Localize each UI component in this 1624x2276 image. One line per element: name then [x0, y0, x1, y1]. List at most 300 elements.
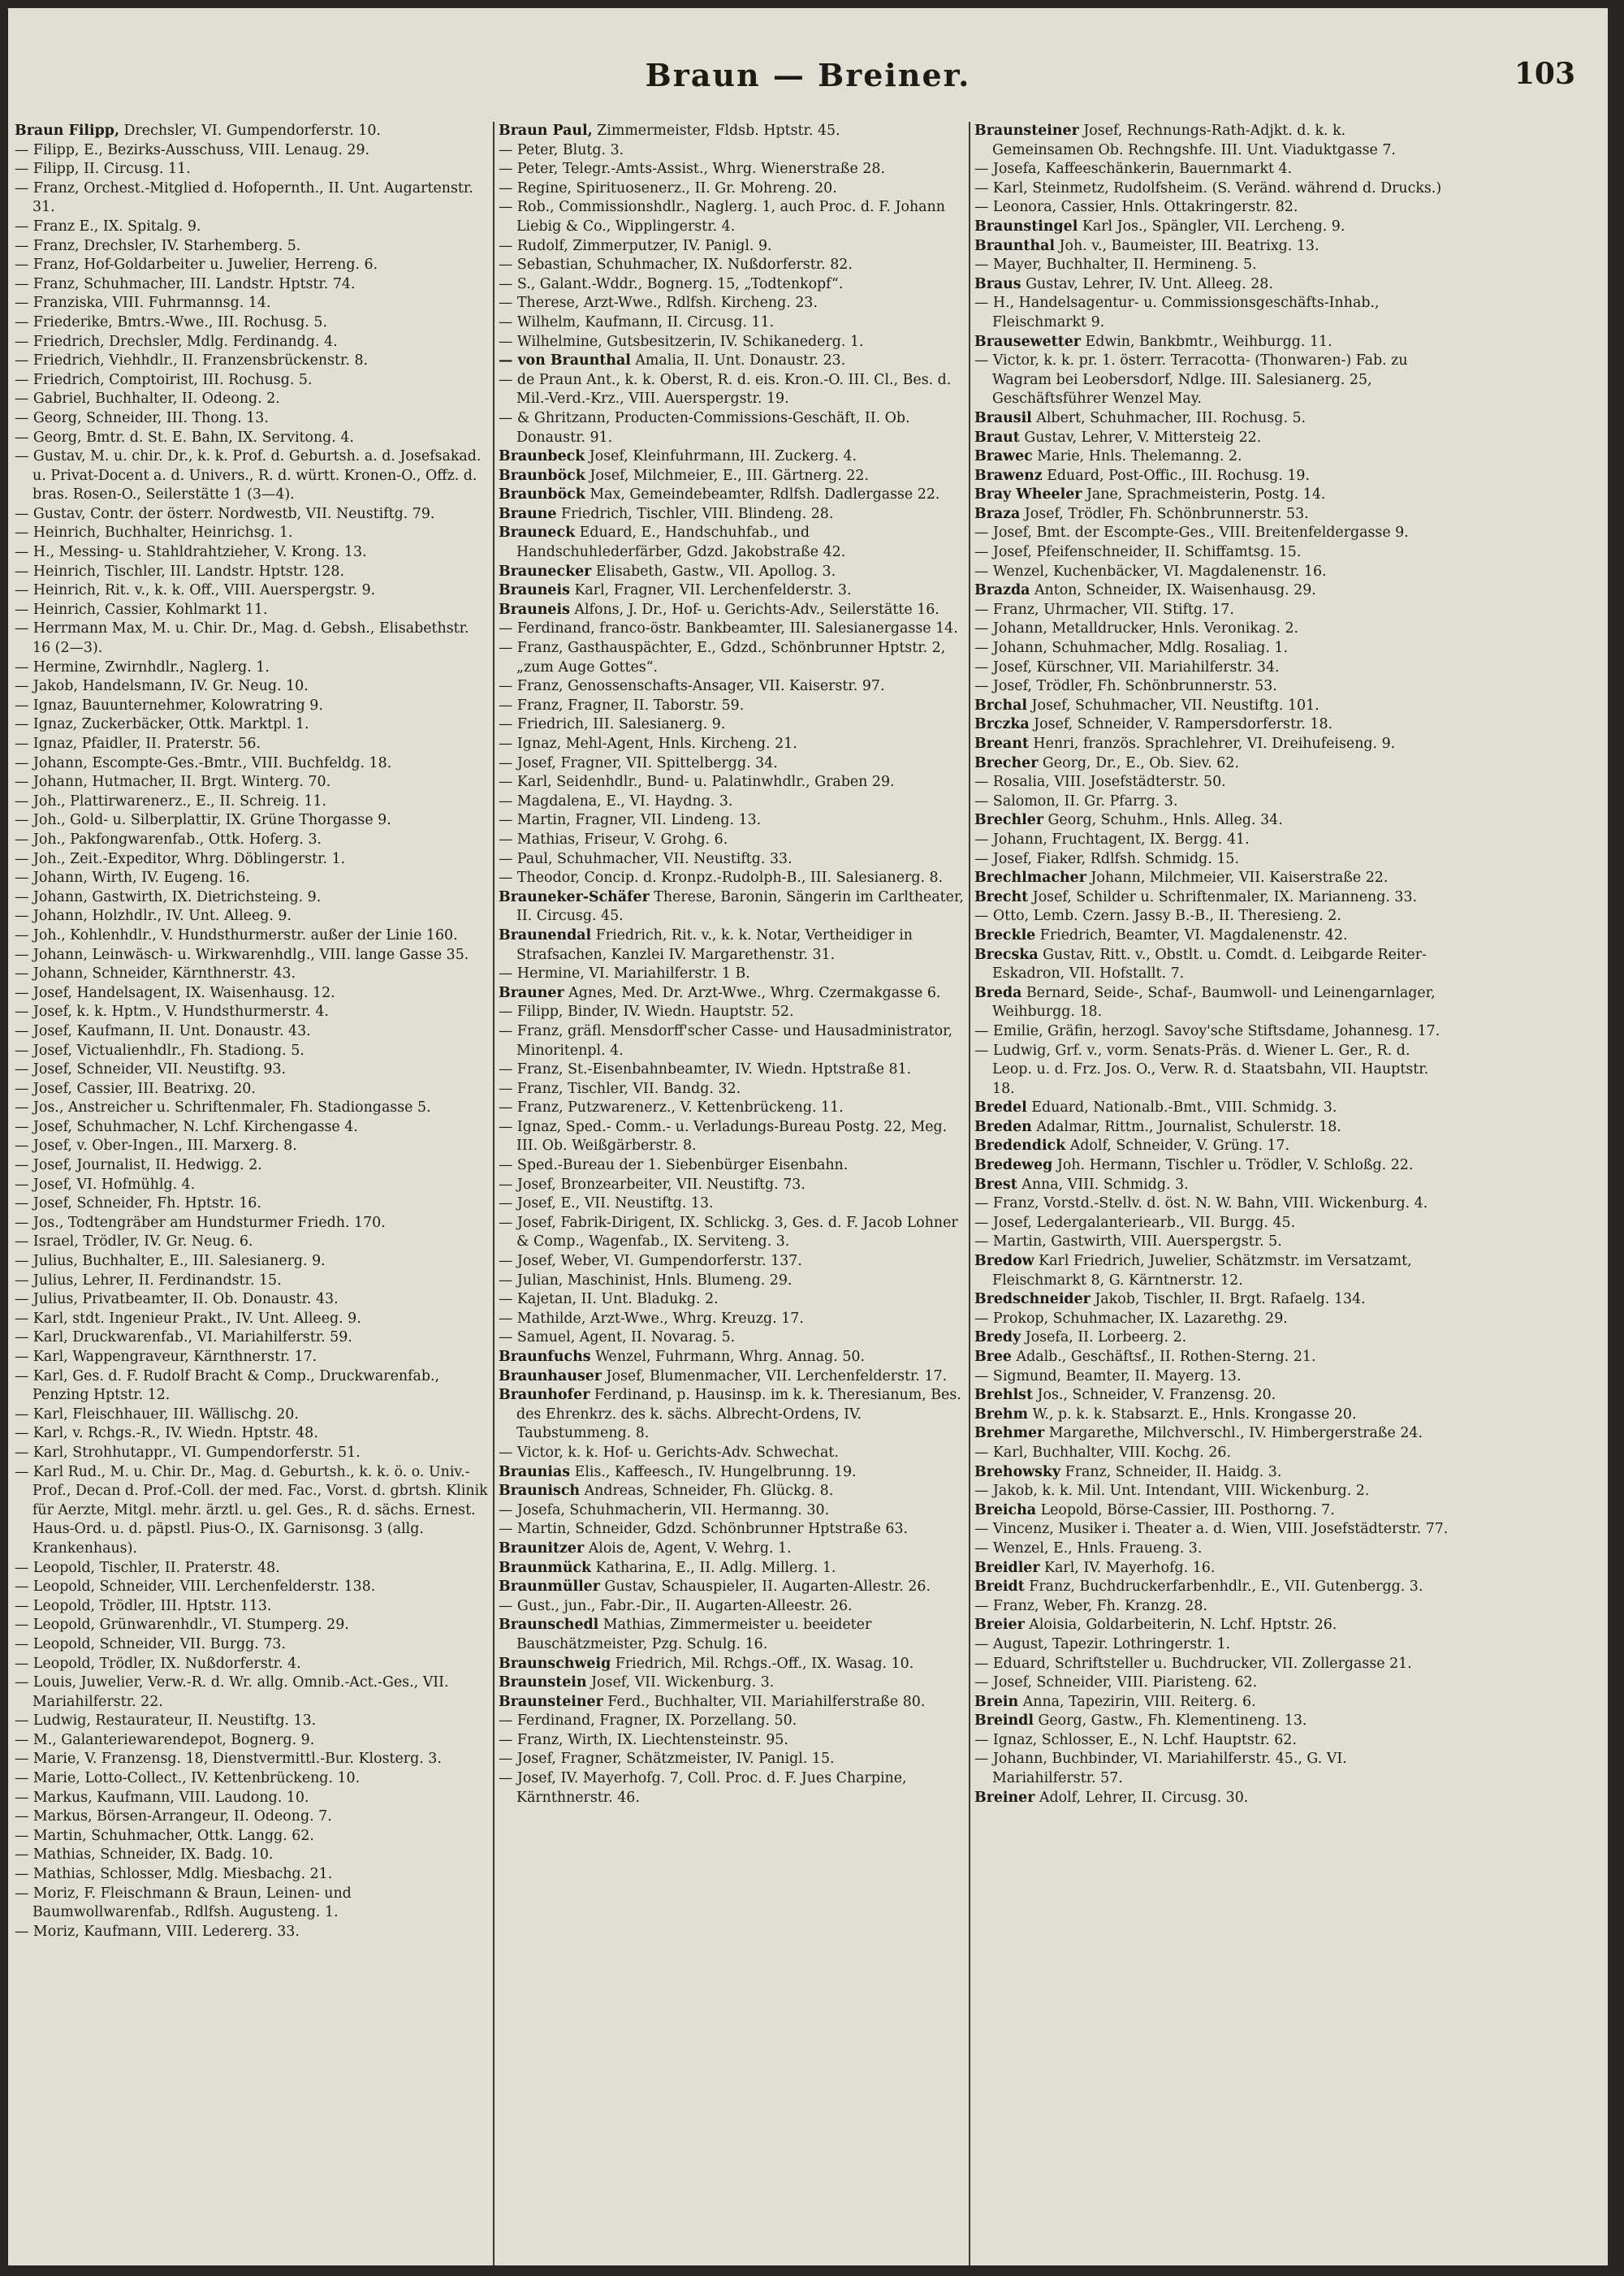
directory-entry — [499, 850, 965, 870]
entry-surname: Bree — [974, 1349, 1012, 1365]
entry-surname: Braun Paul, — [499, 123, 593, 139]
directory-entry — [15, 1424, 490, 1444]
entry-details: — Hermine, Zwirnhdlr., Naglerg. 1. — [15, 659, 270, 676]
entry-details: Josef, Schilder u. Schriftenmaler, IX. Marianneng. 33. — [1028, 888, 1418, 905]
directory-entry — [15, 1176, 490, 1195]
directory-entry — [15, 907, 490, 926]
entry-details: — Georg, Schneider, III. Thong. 13. — [15, 409, 269, 426]
entry-details: — Josef, Journalist, II. Hedwigg. 2. — [15, 1157, 262, 1174]
entry-details: — Karl, Seidenhdlr., Bund- u. Palatinwhdlr., Graben 29. — [499, 774, 895, 791]
entry-details: Jos., Schneider, V. Franzensg. 20. — [1033, 1387, 1276, 1404]
directory-entry — [974, 467, 1450, 486]
entry-details: — Ignaz, Sped.- Comm.- u. Verladungs-Bureau Postg. 22, Meg. III. Ob. Weißgärberstr. 8. — [499, 1118, 948, 1155]
entry-details: — Emilie, Gräfin, herzogl. Savoy'sche Stiftsdame, Johannesg. 17. — [974, 1022, 1440, 1039]
entry-details: — Johann, Gastwirth, IX. Dietrichsteing. 9. — [15, 888, 322, 905]
directory-entry — [499, 1520, 965, 1540]
directory-entry — [974, 1463, 1450, 1483]
directory-entry — [974, 1578, 1450, 1597]
entry-surname: Braunstingel — [974, 218, 1078, 235]
directory-entry — [974, 1406, 1450, 1425]
directory-entry — [15, 1731, 490, 1751]
directory-entry — [499, 371, 965, 409]
entry-details: Bernard, Seide-, Schaf-, Baumwoll- und Leinengarnlager, Weihburgg. 18. — [992, 984, 1436, 1021]
directory-entry — [974, 1367, 1450, 1387]
directory-entry — [15, 888, 490, 908]
directory-entry — [974, 831, 1450, 850]
directory-entry — [15, 179, 490, 218]
entry-details: Therese, Baronin, Sängerin im Carltheater, II. Circusg. 45. — [516, 888, 964, 925]
directory-entry — [15, 141, 490, 161]
entry-surname: Braunmüller — [499, 1579, 600, 1596]
entry-details: Gustav, Ritt. v., Obstlt. u. Comdt. d. Leibgarde Reiter-Eskadron, VII. Hofstallt. 7. — [992, 946, 1427, 983]
directory-entry — [15, 1272, 490, 1291]
entry-details: Alois de, Agent, V. Wehrg. 1. — [584, 1540, 792, 1557]
entry-surname: Bredendick — [974, 1138, 1066, 1155]
page-title: Braun — Breiner. — [645, 57, 971, 93]
directory-entry — [15, 1406, 490, 1425]
entry-details: Zimmermeister, Fldsb. Hptstr. 45. — [592, 123, 840, 139]
entry-details: Josefa, II. Lorbeerg. 2. — [1021, 1329, 1187, 1346]
directory-entry — [15, 984, 490, 1004]
directory-entry — [499, 1731, 965, 1751]
entry-surname: Braunbeck — [499, 448, 585, 465]
directory-entry — [15, 1310, 490, 1329]
entry-details: — Martin, Gastwirth, VIII. Auerspergstr. 5. — [974, 1233, 1282, 1250]
entry-details: — Julius, Lehrer, II. Ferdinandstr. 15. — [15, 1272, 282, 1289]
entry-details: — Karl, Strohhutappr., VI. Gumpendorferstr. 51. — [15, 1444, 361, 1461]
directory-entry — [499, 1616, 965, 1654]
entry-details: — Johann, Buchbinder, VI. Mariahilferstr. 45., G. VI. Mariahilferstr. 57. — [974, 1751, 1347, 1787]
entry-details: — Filipp, Binder, IV. Wiedn. Hauptstr. 52. — [499, 1004, 794, 1021]
directory-entry — [15, 505, 490, 525]
entry-surname: Bredeweg — [974, 1157, 1053, 1174]
entry-details: — Jos., Anstreicher u. Schriftenmaler, Fh. Stadiongasse 5. — [15, 1099, 431, 1116]
directory-entry — [499, 1003, 965, 1022]
directory-entry — [499, 869, 965, 888]
entry-details: Josef, Blumenmacher, VII. Lerchenfelderstr. 17. — [602, 1367, 948, 1384]
entry-details: — Josef, Schuhmacher, N. Lchf. Kirchengasse 4. — [15, 1118, 358, 1135]
directory-entry — [974, 907, 1450, 926]
entry-details: — Otto, Lemb. Czern. Jassy B.-B., II. Theresieng. 2. — [974, 908, 1341, 925]
entry-details: — Leopold, Schneider, VIII. Lerchenfelderstr. 138. — [15, 1579, 376, 1596]
directory-entry — [15, 1655, 490, 1674]
entry-details: Albert, Schuhmacher, III. Rochusg. 5. — [1031, 409, 1307, 426]
entry-surname: Brausewetter — [974, 333, 1081, 350]
directory-entry — [974, 773, 1450, 792]
directory-entry — [15, 1827, 490, 1846]
entry-surname: Braus — [974, 275, 1021, 292]
entry-surname: Brehm — [974, 1406, 1028, 1423]
entry-details: — Mathias, Schneider, IX. Badg. 10. — [15, 1846, 274, 1864]
entry-details: — Mathias, Friseur, V. Grohg. 6. — [499, 831, 728, 848]
directory-entry — [974, 1252, 1450, 1290]
directory-entry — [15, 754, 490, 774]
directory-entry — [499, 1060, 965, 1080]
directory-entry — [499, 1674, 965, 1693]
directory-entry — [499, 888, 965, 926]
entry-surname: Braune — [499, 505, 557, 522]
directory-entry — [974, 1789, 1450, 1808]
directory-entry — [974, 1635, 1450, 1655]
directory-entry — [15, 581, 490, 601]
directory-entry — [499, 237, 965, 257]
entry-details: Elisabeth, Gastw., VII. Apollog. 3. — [591, 563, 836, 580]
entry-surname: Brauneck — [499, 525, 576, 542]
entry-details: Gustav, Schauspieler, II. Augarten-Allestr. 26. — [599, 1579, 931, 1596]
entry-details: — Jakob, Handelsmann, IV. Gr. Neug. 10. — [15, 678, 309, 695]
directory-entry — [15, 218, 490, 237]
entry-details: — Karl, Buchhalter, VIII. Kochg. 26. — [974, 1444, 1232, 1461]
entry-surname: Brchal — [974, 697, 1027, 714]
directory-entry — [15, 1003, 490, 1022]
entry-details: — Josef, Victualienhdlr., Fh. Stadiong. 5. — [15, 1042, 304, 1059]
entry-details: Katharina, E., II. Adlg. Millerg. 1. — [591, 1559, 836, 1576]
entry-details: — Karl, Ges. d. F. Rudolf Bracht & Comp., Druckwarenfab., Penzing Hptstr. 12. — [15, 1367, 440, 1404]
directory-entry — [974, 620, 1450, 639]
column-divider — [969, 122, 970, 2265]
directory-entry — [499, 620, 965, 639]
entry-details: — August, Tapezir. Lothringerstr. 1. — [974, 1635, 1231, 1652]
entry-surname: Breidler — [974, 1559, 1040, 1576]
entry-details: — Prokop, Schuhmacher, IX. Lazarethg. 29. — [974, 1310, 1288, 1327]
entry-details: — Julian, Maschinist, Hnls. Blumeng. 29. — [499, 1272, 793, 1289]
directory-entry — [499, 754, 965, 774]
entry-details: — Heinrich, Buchhalter, Heinrichsg. 1. — [15, 525, 293, 542]
entry-details: Andreas, Schneider, Fh. Glückg. 8. — [580, 1483, 834, 1500]
directory-entry — [974, 409, 1450, 429]
entry-details: — Karl, Fleischhauer, III. Wällischg. 20. — [15, 1406, 299, 1423]
entry-details: — Georg, Bmtr. d. St. E. Bahn, IX. Servitong. 4. — [15, 429, 354, 446]
directory-entry — [974, 1328, 1450, 1348]
directory-entry — [974, 1712, 1450, 1731]
entry-details: — Mayer, Buchhalter, II. Hermineng. 5. — [974, 257, 1257, 274]
directory-entry — [15, 352, 490, 371]
directory-entry — [974, 639, 1450, 659]
entry-surname: — von Braunthal — [499, 352, 631, 369]
entry-surname: Brecht — [974, 888, 1029, 905]
entry-details: — Josef, Pfeifenschneider, II. Schiffamtsg. 15. — [974, 544, 1302, 561]
entry-details: — Martin, Schneider, Gdzd. Schönbrunner Hptstraße 63. — [499, 1521, 909, 1538]
directory-entry — [499, 1328, 965, 1348]
entry-details: Friedrich, Rit. v., k. k. Notar, Vertheidiger in Strafsachen, Kanzlei IV. Margarethenstr. 31. — [516, 926, 914, 963]
directory-entry — [499, 677, 965, 697]
directory-entry — [974, 122, 1450, 160]
entry-details: — Regine, Spirituosenerz., II. Gr. Mohreng. 20. — [499, 179, 837, 197]
entry-details: — Leopold, Trödler, IX. Nußdorferstr. 4. — [15, 1655, 301, 1672]
entry-details: — Joh., Kohlenhdlr., V. Hundsthurmerstr. außer der Linie 160. — [15, 926, 458, 944]
entry-surname: Braunisch — [499, 1483, 581, 1500]
entry-details: — Josefa, Schuhmacherin, VII. Hermanng. 30. — [499, 1501, 830, 1518]
entry-details: W., p. k. k. Stabsarzt. E., Hnls. Krongasse 20. — [1027, 1406, 1357, 1423]
directory-entry — [499, 256, 965, 275]
directory-entry — [974, 1655, 1450, 1674]
entry-details: Adalb., Geschäftsf., II. Rothen-Sterng. 21. — [1012, 1349, 1316, 1365]
directory-entry — [499, 965, 965, 984]
entry-details: Marie, Hnls. Thelemanng. 2. — [1032, 448, 1242, 465]
entry-details: — Friedrich, Comptoirist, III. Rochusg. 5. — [15, 371, 313, 388]
entry-details: Jakob, Tischler, II. Brgt. Rafaelg. 134. — [1090, 1291, 1366, 1308]
directory-entry — [974, 352, 1450, 409]
entry-details: Eduard, Nationalb.-Bmt., VIII. Schmidg. 3. — [1026, 1099, 1337, 1116]
directory-entry — [974, 333, 1450, 352]
directory-entry — [15, 677, 490, 697]
entry-details: Anton, Schneider, IX. Waisenhausg. 29. — [1030, 582, 1316, 599]
directory-entry — [974, 1674, 1450, 1693]
entry-details: — Heinrich, Cassier, Kohlmarkt 11. — [15, 601, 268, 618]
directory-entry — [499, 1194, 965, 1214]
directory-entry — [499, 1118, 965, 1156]
entry-details: Ferdinand, p. Hausinsp. im k. k. Theresianum, Bes. des Ehrenkrz. des k. sächs. Albrecht-Ordens, IV. Taubstummeng. 8. — [516, 1387, 961, 1442]
directory-entry — [15, 1233, 490, 1252]
entry-surname: Braunthal — [974, 237, 1055, 254]
directory-entry — [499, 1099, 965, 1118]
entry-details: — Karl, v. Rchgs.-R., IV. Wiedn. Hptstr. 48. — [15, 1425, 318, 1442]
directory-entry — [974, 1424, 1450, 1444]
entry-details: — Josef, Fiaker, Rdlfsh. Schmidg. 15. — [974, 850, 1240, 867]
entry-surname: Breiner — [974, 1789, 1035, 1806]
directory-entry — [15, 237, 490, 257]
entry-details: — Leopold, Grünwarenhdlr., VI. Stumperg. 29. — [15, 1617, 349, 1634]
entry-details: Drechsler, VI. Gumpendorferstr. 10. — [119, 123, 381, 139]
entry-details: Josef, Schneider, V. Rampersdorferstr. 18. — [1029, 716, 1333, 733]
entry-details: — Heinrich, Rit. v., k. k. Off., VIII. Auerspergstr. 9. — [15, 582, 376, 599]
directory-entry — [15, 313, 490, 333]
entry-details: Karl Jos., Spängler, VII. Lercheng. 9. — [1078, 218, 1345, 235]
entry-details: — Josef, Schneider, VII. Neustiftg. 93. — [15, 1061, 287, 1078]
entry-details: — Gust., jun., Fabr.-Dir., II. Augarten-Alleestr. 26. — [499, 1597, 853, 1614]
directory-entry — [15, 1559, 490, 1579]
entry-details: Ferd., Buchhalter, VII. Mariahilferstraße 80. — [603, 1693, 926, 1710]
directory-entry — [15, 1328, 490, 1348]
directory-entry — [974, 1750, 1450, 1788]
directory-entry — [15, 1846, 490, 1865]
directory-entry — [15, 1750, 490, 1769]
directory-entry — [15, 1463, 490, 1559]
entry-details: — Leopold, Schneider, VII. Burgg. 73. — [15, 1635, 286, 1652]
entry-details: — Rob., Commissionshdlr., Naglerg. 1, auch Proc. d. F. Johann Liebig & Co., Wipplingerstr. 4. — [499, 199, 945, 235]
entry-details: — Herrmann Max, M. u. Chir. Dr., Mag. d. Gebsh., Elisabethstr. 16 (2—3). — [15, 620, 469, 657]
entry-details: — Johann, Escompte-Ges.-Bmtr., VIII. Buchfeldg. 18. — [15, 754, 392, 771]
entry-details: — Franz, Schuhmacher, III. Landstr. Hptstr. 74. — [15, 275, 356, 292]
directory-entry — [974, 659, 1450, 678]
entry-details: Amalia, II. Unt. Donaustr. 23. — [630, 352, 846, 369]
directory-entry — [974, 1156, 1450, 1176]
entry-details: — Josef, k. k. Hptm., V. Hundsthurmerstr. 4. — [15, 1004, 329, 1021]
directory-entry — [499, 1655, 965, 1674]
entry-surname: Bredy — [974, 1329, 1021, 1346]
directory-entry — [974, 1559, 1450, 1579]
entry-surname: Brein — [974, 1693, 1019, 1710]
entry-details: Anna, Tapezirin, VIII. Reiterg. 6. — [1018, 1693, 1256, 1710]
entry-surname: Brczka — [974, 716, 1030, 733]
directory-entry — [499, 1597, 965, 1617]
entry-details: — Hermine, VI. Mariahilferstr. 1 B. — [499, 965, 750, 983]
directory-entry — [15, 294, 490, 313]
directory-entry — [974, 1099, 1450, 1118]
directory-entry — [499, 352, 965, 371]
entry-details: — Paul, Schuhmacher, VII. Neustiftg. 33. — [499, 850, 793, 867]
entry-details: — Filipp, E., Bezirks-Ausschuss, VIII. Lenaug. 29. — [15, 141, 370, 158]
entry-details: — Israel, Trödler, IV. Gr. Neug. 6. — [15, 1233, 253, 1250]
directory-entry — [974, 447, 1450, 467]
entry-details: Henri, französ. Sprachlehrer, VI. Dreihufeiseng. 9. — [1028, 736, 1396, 752]
directory-entry — [15, 543, 490, 563]
entry-details: Mathias, Zimmermeister u. beeideter Bauschätzmeister, Pzg. Schulg. 16. — [516, 1617, 872, 1652]
entry-details: — Salomon, II. Gr. Pfarrg. 3. — [974, 792, 1178, 810]
entry-details: Franz, Buchdruckerfarbenhdlr., E., VII. Gutenbergg. 3. — [1024, 1579, 1423, 1596]
directory-entry — [974, 888, 1450, 908]
directory-entry — [974, 1444, 1450, 1463]
entry-details: Georg, Gastw., Fh. Klementineng. 13. — [1033, 1712, 1307, 1730]
entry-details: — Ludwig, Grf. v., vorm. Senats-Präs. d. Wiener L. Ger., R. d. Leop. u. d. Frz. Jos. O., Verw. R. d. Staatsbahn, VII. Hauptstr. 18. — [974, 1042, 1429, 1097]
directory-entry — [15, 1118, 490, 1138]
directory-entry — [15, 715, 490, 735]
directory-entry — [974, 754, 1450, 774]
entry-details: — Peter, Blutg. 3. — [499, 141, 624, 158]
directory-entry — [974, 1310, 1450, 1329]
entry-details: — Therese, Arzt-Wwe., Rdlfsh. Kircheng. 23. — [499, 295, 818, 312]
entry-details: — Sebastian, Schuhmacher, IX. Nußdorferstr. 82. — [499, 257, 853, 274]
column-divider — [493, 122, 495, 2265]
entry-details: Eduard, E., Handschuhfab., und Handschuhlederfärber, Gdzd. Jakobstraße 42. — [516, 525, 846, 561]
directory-entry — [499, 447, 965, 467]
directory-entry — [974, 984, 1450, 1022]
entry-details: — H., Handelsagentur- u. Commissionsgeschäfts-Inhab., Fleischmarkt 9. — [974, 295, 1380, 330]
entry-details: — Ignaz, Mehl-Agent, Hnls. Kircheng. 21. — [499, 736, 797, 752]
directory-entry — [974, 218, 1450, 237]
page-number: 103 — [1514, 57, 1575, 91]
directory-entry — [15, 1252, 490, 1272]
directory-entry — [15, 447, 490, 505]
entry-details: Leopold, Börse-Cassier, III. Posthorng. 7. — [1036, 1501, 1335, 1518]
entry-details: — Friedrich, Drechsler, Mdlg. Ferdinandg. 4. — [15, 333, 338, 350]
directory-entry — [974, 601, 1450, 620]
entry-details: — Karl, Wappengraveur, Kärnthnerstr. 17. — [15, 1349, 317, 1365]
directory-entry — [15, 333, 490, 352]
directory-entry — [15, 1635, 490, 1655]
entry-details: — Gustav, M. u. chir. Dr., k. k. Prof. d. Geburtsh. a. d. Josefsakad. u. Privat-Docent a. d. Univers., R. d. württ. Kronen-O., Offz. d. bras. Rosen-O., Seilerstätte 1 (3—4). — [15, 448, 482, 503]
entry-details: — Karl, Druckwarenfab., VI. Mariahilferstr. 59. — [15, 1329, 352, 1346]
directory-entry — [499, 984, 965, 1004]
entry-details: — Johann, Wirth, IV. Eugeng. 16. — [15, 870, 250, 887]
directory-entry — [499, 1463, 965, 1483]
entry-surname: Brauneis — [499, 582, 570, 599]
entry-details: — Karl, stdt. Ingenieur Prakt., IV. Unt. Alleeg. 9. — [15, 1310, 361, 1327]
entry-details: — Franz, Putzwarenerz., V. Kettenbrückeng. 11. — [499, 1099, 844, 1116]
entry-details: — de Praun Ant., k. k. Oberst, R. d. eis. Kron.-O. III. Cl., Bes. d. Mil.-Verd.-Krz., VIII. Auerspergstr. 19. — [499, 371, 952, 408]
directory-entry — [499, 831, 965, 850]
entry-surname: Brausil — [974, 409, 1032, 426]
directory-entry — [974, 811, 1450, 831]
directory-entry — [15, 1022, 490, 1042]
entry-surname: Braunböck — [499, 486, 585, 503]
directory-entry — [15, 275, 490, 295]
entry-details: — Ignaz, Pfaidler, II. Praterstr. 56. — [15, 736, 261, 752]
entry-details: — Ignaz, Zuckerbäcker, Ottk. Marktpl. 1. — [15, 716, 309, 733]
entry-details: Friedrich, Tischler, VIII. Blindeng. 28. — [556, 505, 834, 522]
entry-surname: Brehowsky — [974, 1463, 1061, 1480]
directory-entry — [499, 1310, 965, 1329]
directory-entry — [15, 1367, 490, 1406]
entry-details: Eduard, Post-Offic., III. Rochusg. 19. — [1042, 467, 1311, 484]
entry-details: — Leopold, Tischler, II. Praterstr. 48. — [15, 1559, 280, 1576]
entry-surname: Brawenz — [974, 467, 1043, 484]
entry-details: — Joh., Pakfongwarenfab., Ottk. Hoferg. 3. — [15, 831, 322, 848]
directory-entry — [499, 1367, 965, 1387]
directory-entry — [499, 313, 965, 333]
entry-details: — Rudolf, Zimmerputzer, IV. Panigl. 9. — [499, 237, 772, 254]
entry-details: — Mathias, Schlosser, Mdlg. Miesbachg. 21. — [15, 1866, 333, 1883]
entry-surname: Brauneker-Schäfer — [499, 888, 650, 905]
entry-details: Adolf, Schneider, V. Grüng. 17. — [1065, 1138, 1290, 1155]
directory-entry — [499, 811, 965, 831]
entry-details: Agnes, Med. Dr. Arzt-Wwe., Whrg. Czermakgasse 6. — [564, 984, 941, 1001]
directory-entry — [15, 601, 490, 620]
directory-entry — [15, 773, 490, 792]
directory-entry — [15, 659, 490, 678]
directory-entry — [974, 1348, 1450, 1367]
entry-details: — Franz, Uhrmacher, VII. Stiftg. 17. — [974, 601, 1234, 618]
entry-surname: Braunfuchs — [499, 1349, 591, 1365]
directory-entry — [499, 1214, 965, 1252]
entry-details: Friedrich, Beamter, VI. Magdalenenstr. 42. — [1035, 926, 1348, 944]
entry-details: Josef, VII. Wickenburg. 3. — [586, 1674, 775, 1691]
entry-surname: Breidt — [974, 1579, 1025, 1596]
entry-details: Friedrich, Mil. Rchgs.-Off., IX. Wasag. 10. — [611, 1655, 914, 1672]
directory-entry — [499, 160, 965, 179]
directory-entry — [974, 677, 1450, 697]
directory-entry — [499, 1559, 965, 1579]
entry-details: — Franz, gräfl. Mensdorff'scher Casse- und Hausadministrator, Minoritenpl. 4. — [499, 1022, 953, 1059]
entry-surname: Braunhauser — [499, 1367, 602, 1384]
entry-details: — Wenzel, Kuchenbäcker, VI. Magdalenenstr. 16. — [974, 563, 1327, 580]
directory-entry — [15, 1578, 490, 1597]
entry-surname: Breant — [974, 736, 1029, 752]
directory-entry — [499, 1482, 965, 1501]
entry-details: — Josef, Fragner, Schätzmeister, IV. Panigl. 15. — [499, 1751, 835, 1768]
directory-entry — [974, 946, 1450, 984]
entry-details: — Franz, Wirth, IX. Liechtensteinstr. 95. — [499, 1731, 788, 1748]
directory-entry — [15, 371, 490, 391]
directory-entry — [15, 1444, 490, 1463]
directory-entry — [15, 869, 490, 888]
entry-details: — Franz, Drechsler, IV. Starhemberg. 5. — [15, 237, 301, 254]
directory-entry — [974, 1501, 1450, 1521]
directory-entry — [15, 1099, 490, 1118]
entry-surname: Bray Wheeler — [974, 486, 1082, 503]
directory-entry — [499, 275, 965, 295]
directory-entry — [499, 1578, 965, 1597]
entry-surname: Brehlst — [974, 1387, 1033, 1404]
directory-entry — [499, 1386, 965, 1444]
entry-details: — Leonora, Cassier, Hnls. Ottakringerstr. 82. — [974, 199, 1298, 216]
entry-surname: Braunböck — [499, 467, 585, 484]
entry-surname: Brawec — [974, 448, 1033, 465]
directory-entry — [15, 409, 490, 429]
entry-details: — Ferdinand, Fragner, IX. Porzellang. 50. — [499, 1712, 797, 1730]
directory-entry — [499, 1444, 965, 1463]
directory-entry — [974, 1386, 1450, 1406]
entry-details: — Josef, Trödler, Fh. Schönbrunnerstr. 53. — [974, 678, 1277, 695]
directory-entry — [15, 1674, 490, 1712]
entry-details: — Josefa, Kaffeeschänkerin, Bauernmarkt 4. — [974, 161, 1293, 178]
entry-details: Gustav, Lehrer, V. Mittersteig 22. — [1019, 429, 1262, 446]
directory-entry — [499, 1176, 965, 1195]
directory-entry — [499, 1252, 965, 1272]
entry-surname: Breden — [974, 1118, 1032, 1135]
entry-surname: Brauneis — [499, 601, 570, 618]
entry-details: Johann, Milchmeier, VII. Kaiserstraße 22. — [1086, 870, 1389, 887]
